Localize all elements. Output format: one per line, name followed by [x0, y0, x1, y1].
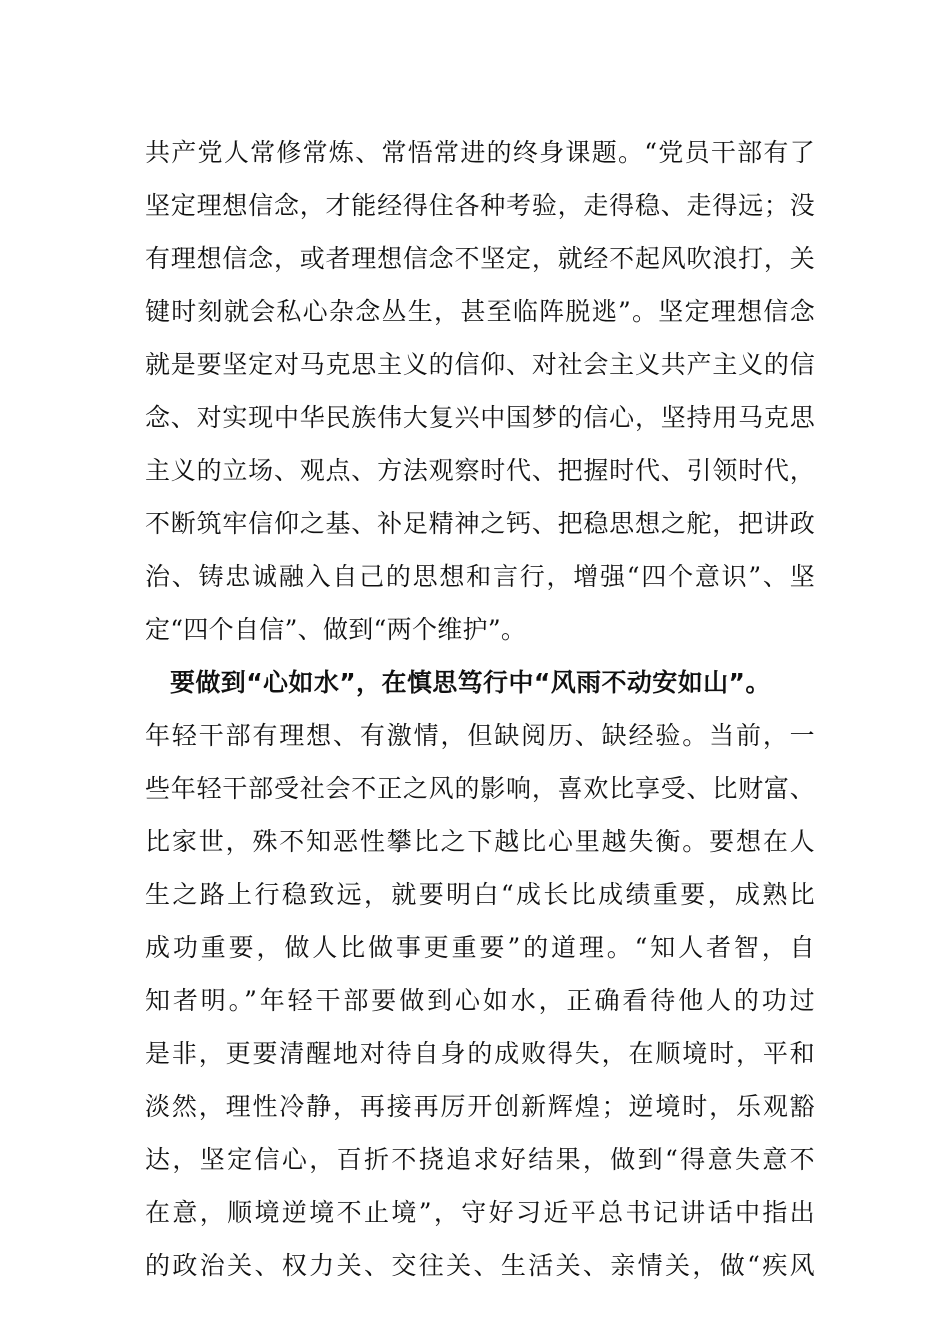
- text-line: 主义的立场、观点、方法观察时代、把握时代、引领时代，: [145, 456, 815, 485]
- text-line: 治、铸忠诚融入自己的思想和言行，增强“四个意识”、坚: [145, 562, 815, 591]
- paragraph-1: [145, 126, 815, 656]
- text-line: 定“四个自信”、做到“两个维护”。: [145, 615, 527, 644]
- document-body: [145, 126, 815, 1292]
- paragraph-2: [145, 656, 815, 1292]
- text-line: 念、对实现中华民族伟大复兴中国梦的信心，坚持用马克思: [145, 403, 815, 432]
- text-line: 淡然，理性冷静，再接再厉开创新辉煌；逆境时，乐观豁: [145, 1092, 815, 1121]
- text-line: 键时刻就会私心杂念丛生，甚至临阵脱逃”。坚定理想信念: [145, 297, 815, 326]
- text-line: 就是要坚定对马克思主义的信仰、对社会主义共产主义的信: [145, 350, 815, 379]
- text-line: 知者明。”年轻干部要做到心如水，正确看待他人的功过: [145, 986, 815, 1015]
- text-line: 年轻干部有理想、有激情，但缺阅历、缺经验。当前，一: [145, 721, 815, 750]
- text-line: 有理想信念，或者理想信念不坚定，就经不起风吹浪打，关: [145, 244, 815, 273]
- text-line: 的政治关、权力关、交往关、生活关、亲情关，做“疾风: [145, 1251, 815, 1280]
- text-line: 成功重要，做人比做事更重要”的道理。“知人者智，自: [145, 933, 815, 962]
- text-line: 坚定理想信念，才能经得住各种考验，走得稳、走得远；没: [145, 191, 815, 220]
- text-line: 是非，更要清醒地对待自身的成败得失，在顺境时，平和: [145, 1039, 815, 1068]
- text-line: 比家世，殊不知恶性攀比之下越比心里越失衡。要想在人: [145, 827, 815, 856]
- text-line: 些年轻干部受社会不正之风的影响，喜欢比享受、比财富、: [145, 774, 815, 803]
- text-line: 不断筑牢信仰之基、补足精神之钙、把稳思想之舵，把讲政: [145, 509, 815, 538]
- text-line: 共产党人常修常炼、常悟常进的终身课题。“党员干部有了: [145, 138, 815, 167]
- text-line: 生之路上行稳致远，就要明白“成长比成绩重要，成熟比: [145, 880, 815, 909]
- text-line: 达，坚定信心，百折不挠追求好结果，做到“得意失意不: [145, 1145, 815, 1174]
- text-line: 在意，顺境逆境不止境”，守好习近平总书记讲话中指出: [145, 1198, 815, 1227]
- paragraph-heading: 要做到“心如水”，在慎思笃行中“风雨不动安如山”。: [170, 668, 771, 697]
